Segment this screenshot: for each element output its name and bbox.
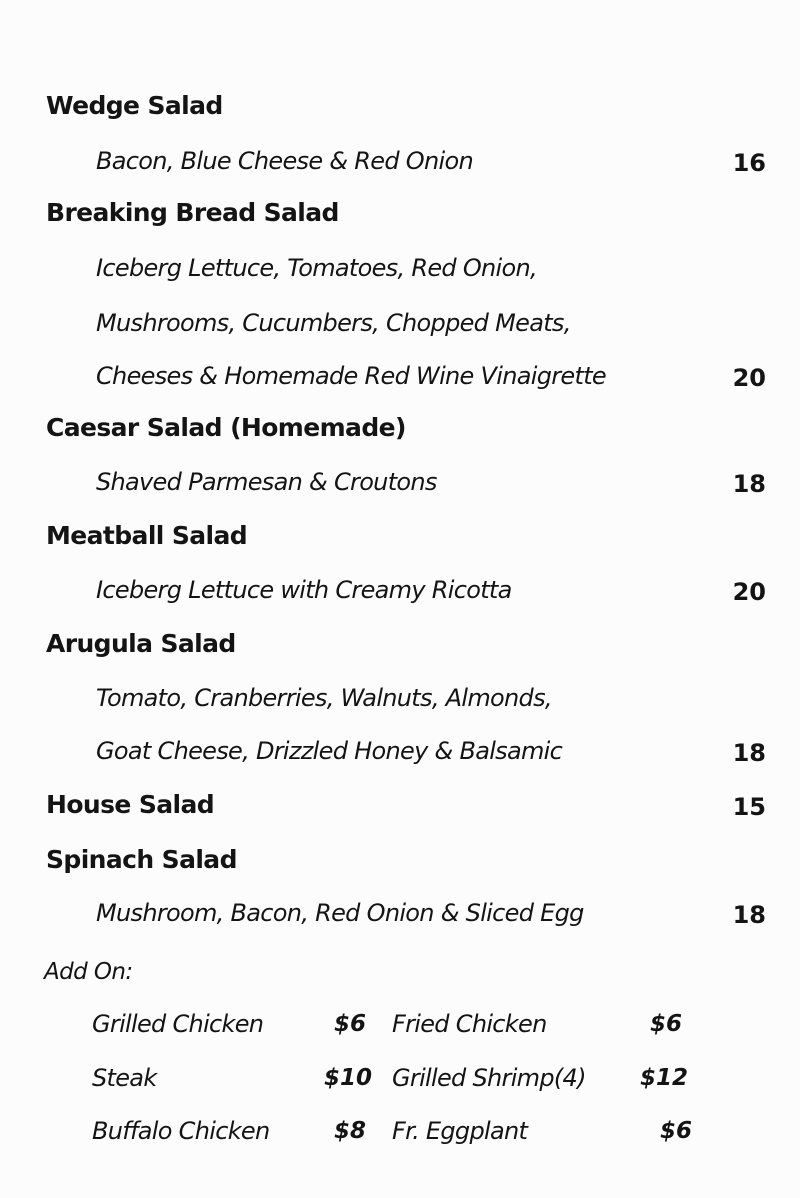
addon-item-price: $8	[333, 1118, 366, 1144]
addon-item-price: $12	[639, 1065, 688, 1091]
menu-item-description-row	[0, 683, 800, 737]
item-description: Bacon, Blue Cheese & Red Onion	[96, 147, 473, 175]
menu-item-description-row	[0, 575, 800, 629]
item-price: 18	[732, 901, 766, 929]
item-price: 18	[732, 739, 766, 767]
item-name: House Salad	[46, 790, 215, 819]
menu-item-description-row	[0, 898, 800, 952]
item-name: Spinach Salad	[46, 845, 237, 874]
menu-item-description-row	[0, 146, 800, 200]
item-description: Tomato, Cranberries, Walnuts, Almonds,	[96, 684, 552, 712]
item-name: Breaking Bread Salad	[46, 198, 339, 227]
menu-item-breaking-bread-salad	[0, 198, 800, 252]
menu-item-description-row	[0, 253, 800, 307]
addon-item-price: $10	[323, 1065, 372, 1091]
item-price: 20	[732, 364, 766, 392]
item-name: Caesar Salad (Homemade)	[46, 413, 406, 442]
item-price: 15	[732, 793, 766, 821]
addon-item-price: $6	[659, 1118, 692, 1144]
item-description: Iceberg Lettuce, Tomatoes, Red Onion,	[96, 254, 537, 282]
item-description: Shaved Parmesan & Croutons	[96, 468, 437, 496]
menu-item-meatball-salad	[0, 521, 800, 575]
addon-item-price: $6	[649, 1011, 682, 1037]
addon-item-name: Grilled Chicken	[92, 1010, 264, 1038]
menu-item-wedge-salad	[0, 91, 800, 145]
item-description: Mushrooms, Cucumbers, Chopped Meats,	[96, 309, 571, 337]
item-name: Wedge Salad	[46, 91, 223, 120]
item-price: 18	[732, 470, 766, 498]
item-price: 20	[732, 578, 766, 606]
addon-title: Add On:	[44, 959, 133, 985]
menu-item-description-row	[0, 308, 800, 362]
addon-item-name: Steak	[92, 1064, 157, 1092]
addon-item-name: Fried Chicken	[392, 1010, 547, 1038]
addon-item-name: Fr. Eggplant	[392, 1117, 528, 1145]
item-description: Iceberg Lettuce with Creamy Ricotta	[96, 576, 512, 604]
item-description: Goat Cheese, Drizzled Honey & Balsamic	[96, 737, 563, 765]
item-description: Mushroom, Bacon, Red Onion & Sliced Egg	[96, 899, 584, 927]
addon-item-price: $6	[333, 1011, 366, 1037]
item-name: Arugula Salad	[46, 629, 236, 658]
menu-item-description-row	[0, 361, 800, 415]
menu-item-spinach-salad	[0, 845, 800, 899]
item-price: 16	[732, 149, 766, 177]
item-name: Meatball Salad	[46, 521, 248, 550]
menu-item-description-row	[0, 736, 800, 790]
item-description: Cheeses & Homemade Red Wine Vinaigrette	[96, 362, 606, 390]
menu-item-description-row	[0, 467, 800, 521]
menu-item-caesar-salad	[0, 413, 800, 467]
menu-item-arugula-salad	[0, 629, 800, 683]
addon-item-name: Grilled Shrimp(4)	[392, 1064, 586, 1092]
menu-item-house-salad	[0, 790, 800, 844]
addon-item-name: Buffalo Chicken	[92, 1117, 270, 1145]
